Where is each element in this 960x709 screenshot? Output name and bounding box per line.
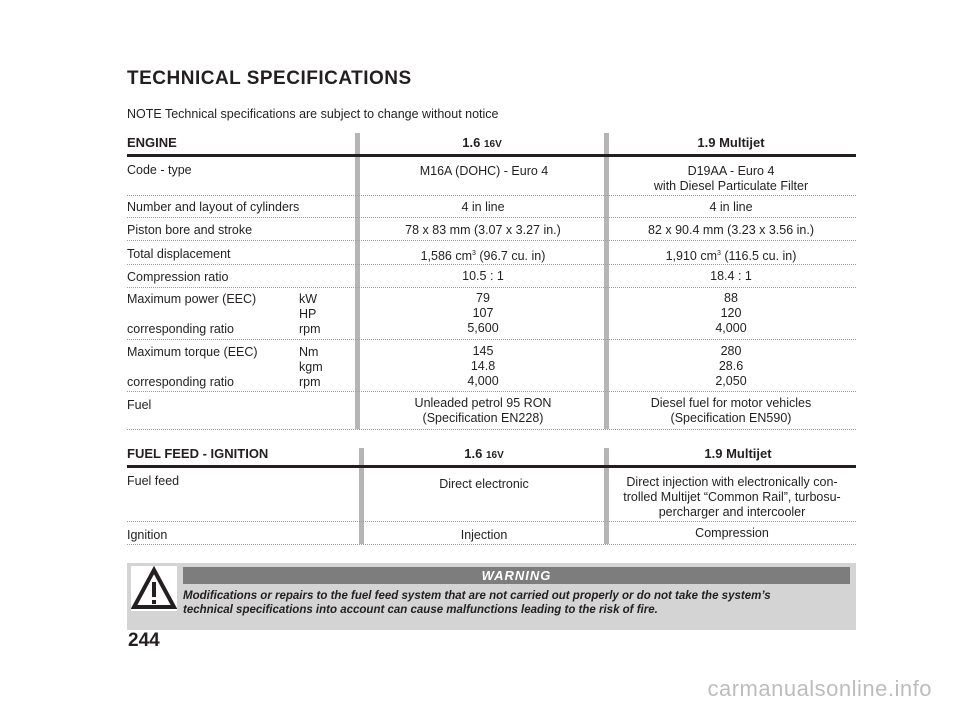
watermark: carmanualsonline.info [707, 676, 932, 701]
row-divider [127, 339, 856, 340]
row-label-power-ratio: corresponding ratio [127, 322, 235, 336]
row-divider [127, 217, 856, 218]
fuel-feed-header-rule [127, 465, 856, 468]
column-divider-1 [359, 448, 364, 544]
torque-col2-nm: 280 [720, 344, 742, 358]
power-col1-rpm: 5,600 [467, 321, 499, 335]
warning-text-line2: technical specifications into account can cause malfunctions leading to the risk of fire. [183, 604, 658, 616]
power-col2-rpm: 4,000 [715, 321, 747, 335]
ignition-col1: Injection [460, 528, 508, 542]
warning-label: WARNING [481, 568, 552, 583]
fuel-col2-line2: (Specification EN590) [670, 411, 792, 425]
engine-section-header: ENGINE [127, 135, 177, 150]
code-type-col2-line2: with Diesel Particulate Filter [653, 179, 809, 193]
torque-unit-rpm: rpm [299, 375, 321, 389]
engine-col1-header: 1.6 16V [462, 135, 502, 150]
row-divider [127, 391, 856, 392]
power-col1-kw: 79 [476, 291, 490, 305]
fuel-feed-col2-line2: trolled Multijet “Common Rail”, turbosu- [623, 490, 841, 504]
displacement-col2: 1,910 $cm^3$ (116.5 cu. in) [665, 249, 797, 264]
row-divider [127, 287, 856, 288]
power-col1-hp: 107 [472, 306, 494, 320]
fuel-feed-col1: Direct electronic [439, 477, 529, 491]
row-label-ignition: Ignition [127, 528, 168, 542]
power-unit-rpm: rpm [299, 322, 321, 336]
code-type-col2-line1: D19AA - Euro 4 [687, 164, 775, 178]
fuel-feed-col2-line3: percharger and intercooler [658, 505, 806, 519]
torque-col1-kgm: 14.8 [470, 359, 496, 373]
cylinders-col2: 4 in line [709, 200, 753, 214]
fuel-feed-col1-header: 1.6 16V [464, 446, 504, 461]
code-type-col1: M16A (DOHC) - Euro 4 [419, 164, 549, 178]
cylinders-col1: 4 in line [461, 200, 505, 214]
fuel-feed-col2-header: 1.9 Multijet [704, 446, 772, 461]
torque-col2-kgm: 28.6 [718, 359, 744, 373]
torque-col1-rpm: 4,000 [467, 374, 499, 388]
compression-col1: 10.5 : 1 [462, 269, 504, 283]
row-divider [127, 544, 856, 545]
engine-col2-header: 1.9 Multijet [697, 135, 765, 150]
fuel-col2-line1: Diesel fuel for motor vehicles [650, 396, 812, 410]
row-label-code-type: Code - type [127, 163, 192, 177]
row-divider [127, 521, 856, 522]
page-title: TECHNICAL SPECIFICATIONS [127, 68, 412, 89]
torque-unit-nm: Nm [299, 345, 319, 359]
compression-col2: 18.4 : 1 [710, 269, 752, 283]
row-label-displacement: Total displacement [127, 247, 231, 261]
power-unit-kw: kW [299, 292, 318, 306]
fuel-col1-line1: Unleaded petrol 95 RON [414, 396, 552, 410]
row-label-fuel: Fuel [127, 398, 152, 412]
row-label-cylinders: Number and layout of cylinders [127, 200, 300, 214]
row-divider [127, 264, 856, 265]
warning-triangle-icon [131, 566, 177, 611]
engine-header-rule [127, 154, 856, 157]
row-label-max-torque: Maximum torque (EEC) [127, 345, 258, 359]
column-divider-2 [604, 448, 609, 544]
ignition-col2: Compression [695, 526, 769, 540]
row-divider [127, 240, 856, 241]
warning-text-line1: Modifications or repairs to the fuel feed system that are not carried out properly or do not take the system’s [183, 590, 771, 602]
torque-unit-kgm: kgm [299, 360, 323, 374]
spec-note: NOTE Technical specifications are subject to change without notice [127, 107, 499, 121]
bore-stroke-col1: 78 x 83 mm (3.07 x 3.27 in.) [405, 223, 561, 237]
torque-col2-rpm: 2,050 [715, 374, 747, 388]
power-unit-hp: HP [299, 307, 317, 321]
column-divider-2 [604, 133, 609, 429]
page-number: 244 [128, 630, 160, 651]
displacement-col1: 1,586 $cm^3$ (96.7 cu. in) [420, 249, 546, 264]
warning-text [183, 589, 853, 617]
column-divider-1 [355, 133, 360, 429]
power-col2-hp: 120 [720, 306, 742, 320]
row-divider [127, 195, 856, 196]
row-divider [127, 429, 856, 430]
bore-stroke-col2: 82 x 90.4 mm (3.23 x 3.56 in.) [647, 223, 815, 237]
row-label-torque-ratio: corresponding ratio [127, 375, 235, 389]
row-label-fuel-feed: Fuel feed [127, 474, 180, 488]
row-label-bore-stroke: Piston bore and stroke [127, 223, 253, 237]
row-label-max-power: Maximum power (EEC) [127, 292, 257, 306]
fuel-col1-line2: (Specification EN228) [422, 411, 544, 425]
row-label-compression: Compression ratio [127, 270, 229, 284]
torque-col1-nm: 145 [472, 344, 494, 358]
fuel-feed-col2-line1: Direct injection with electronically con- [626, 475, 838, 489]
fuel-feed-section-header: FUEL FEED - IGNITION [127, 446, 269, 461]
power-col2-kw: 88 [724, 291, 738, 305]
